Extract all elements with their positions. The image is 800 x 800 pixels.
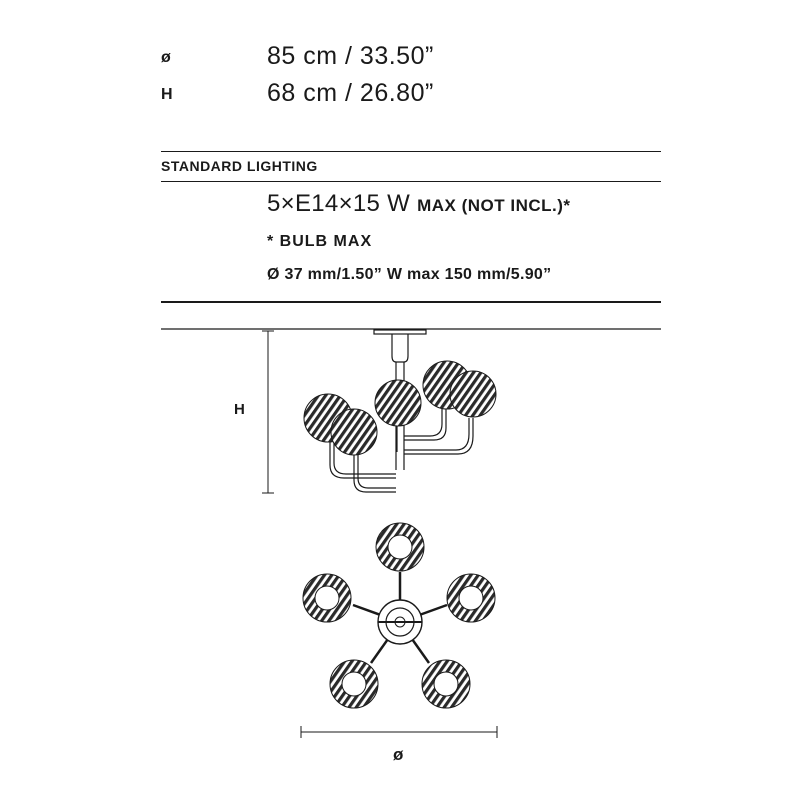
top-globe-4 <box>330 660 378 708</box>
canopy-stem <box>392 334 408 362</box>
side-view-globes <box>304 361 496 455</box>
ceiling-canopy <box>374 330 426 334</box>
top-globe-3 <box>303 574 351 622</box>
height-dimension-line <box>262 331 274 493</box>
diameter-symbol: ø <box>161 49 171 66</box>
diameter-dimension-line <box>301 726 497 738</box>
top-globe-1 <box>376 523 424 571</box>
top-globe-5 <box>422 660 470 708</box>
bulb-spec-note: MAX (NOT INCL.)* <box>417 196 571 215</box>
globe-center <box>375 380 421 426</box>
height-symbol: H <box>161 86 173 103</box>
bulb-size: Ø 37 mm/1.50” W max 150 mm/5.90” <box>267 266 552 283</box>
diameter-value: 85 cm / 33.50” <box>267 42 434 70</box>
top-globe-2 <box>447 574 495 622</box>
asterisk-note: * BULB MAX <box>267 233 373 250</box>
section-title: STANDARD LIGHTING <box>161 158 318 174</box>
top-view-diameter-label: ø <box>393 745 404 764</box>
globe-front-left <box>331 409 377 455</box>
globe-right <box>450 371 496 417</box>
height-value: 68 cm / 26.80” <box>267 79 434 107</box>
top-view-lamp <box>303 523 495 708</box>
side-view-height-label: H <box>234 401 245 418</box>
bulb-spec-value: 5×E14×15 W <box>267 190 411 217</box>
